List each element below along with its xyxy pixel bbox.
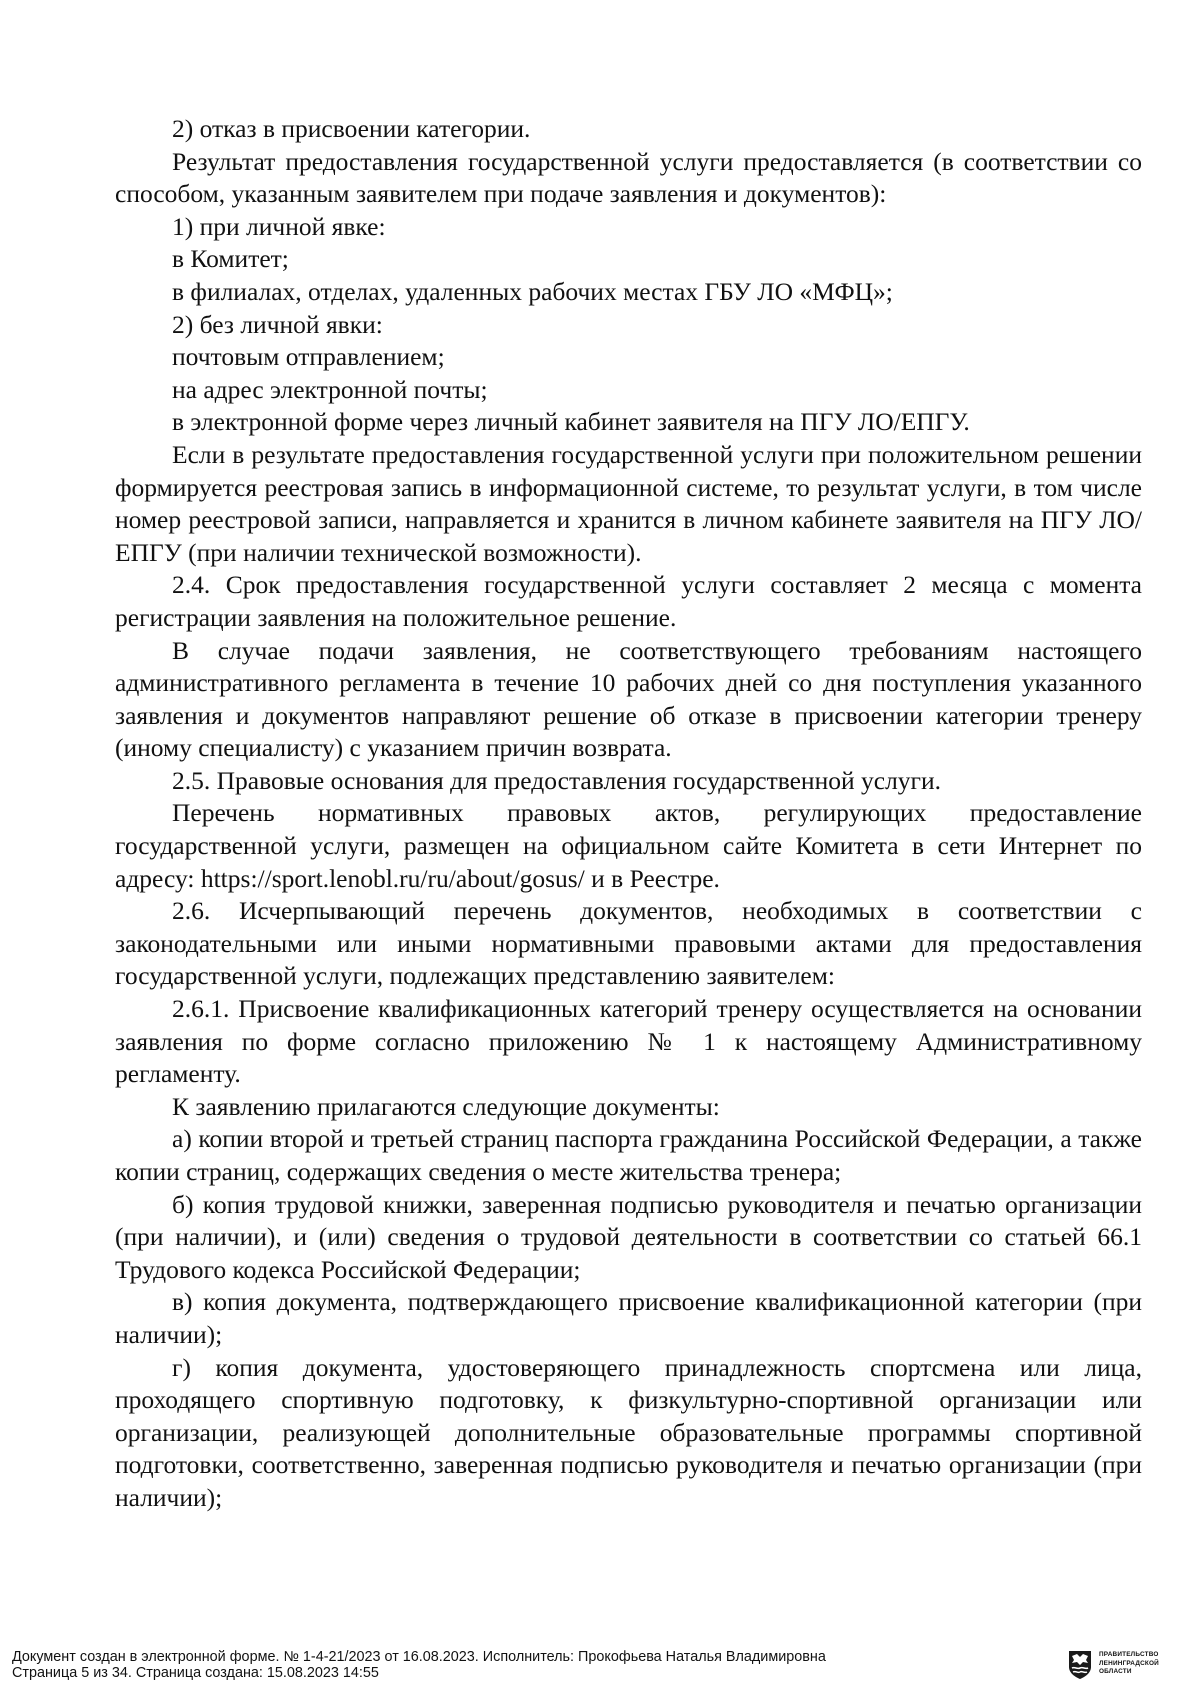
paragraph: на адрес электронной почты;: [172, 374, 488, 404]
coat-of-arms-icon: [1068, 1650, 1092, 1680]
paragraph: 1) при личной явке:: [172, 211, 386, 241]
paragraph: 2.4. Срок предоставления государственной услуги составляет 2 месяца с момента регистрации заявления на положительное решение.: [115, 570, 1142, 632]
paragraph: 2.5. Правовые основания для предоставления государственной услуги.: [172, 765, 942, 795]
paragraph: г) копия документа, удостоверяющего принадлежность спортсмена или лица, проходящего спортивную подготовку, к физкультурно-спортивной организации или организации, реализующей дополнительные образовательные программы спортивной подготовки, соответственно, заверенная подписью руководителя и печатью организации (при наличии);: [115, 1352, 1142, 1512]
government-name-line: ЛЕНИНГРАДСКОЙ: [1099, 1659, 1159, 1667]
footer-document-info: Документ создан в электронной форме. № 1-4-21/2023 от 16.08.2023. Исполнитель: Прокофьева Наталья Владимировна: [12, 1649, 826, 1665]
paragraph: в электронной форме через личный кабинет заявителя на ПГУ ЛО/ЕПГУ.: [172, 407, 970, 437]
government-name-line: ОБЛАСТИ: [1099, 1668, 1132, 1676]
paragraph: 2.6. Исчерпывающий перечень документов, необходимых в соответствии с законодательными или иными нормативными правовыми актами для предоставления государственной услуги, подлежащих представлению заявителем:: [115, 896, 1142, 991]
government-logo: [1068, 1650, 1188, 1684]
government-name: [1099, 1651, 1187, 1677]
paragraph: в) копия документа, подтверждающего присвоение квалификационной категории (при наличии);: [115, 1287, 1142, 1349]
paragraph: в филиалах, отделах, удаленных рабочих местах ГБУ ЛО «МФЦ»;: [172, 276, 893, 306]
page-footer: [12, 1649, 1072, 1681]
paragraph: Если в результате предоставления государственной услуги при положительном решении формируется реестровая запись в информационной системе, то результат услуги, в том числе номер реестровой записи, направляется и хранится в личном кабинете заявителя на ПГУ ЛО/ЕПГУ (при наличии технической возможности).: [115, 439, 1142, 567]
paragraph: Перечень нормативных правовых актов, регулирующих предоставление государственной услуги, размещен на официальном сайте Комитета в сети Интернет по адресу: https://sport.lenobl.ru/ru/about/gosus/ и в Реестре.: [115, 798, 1142, 893]
paragraph: б) копия трудовой книжки, заверенная подписью руководителя и печатью организации (при наличии), и (или) сведения о трудовой деятельности в соответствии со статьей 66.1 Трудового кодекса Российской Федерации;: [115, 1189, 1142, 1284]
paragraph: почтовым отправлением;: [172, 342, 445, 372]
document-body: [115, 113, 1142, 1515]
paragraph: 2.6.1. Присвоение квалификационных категорий тренеру осуществляется на основании заявления по форме согласно приложению № 1 к настоящему Административному регламенту.: [115, 994, 1142, 1089]
paragraph: а) копии второй и третьей страниц паспорта гражданина Российской Федерации, а также копии страниц, содержащих сведения о месте жительства тренера;: [115, 1124, 1142, 1186]
paragraph: 2) отказ в присвоении категории.: [172, 114, 531, 143]
paragraph: Результат предоставления государственной услуги предоставляется (в соответствии со способом, указанным заявителем при подаче заявления и документов):: [115, 146, 1142, 209]
paragraph: К заявлению прилагаются следующие документы:: [172, 1091, 720, 1121]
footer-page-info: Страница 5 из 34. Страница создана: 15.08.2023 14:55: [12, 1665, 379, 1681]
paragraph: 2) без личной явки:: [172, 309, 383, 339]
paragraph: В случае подачи заявления, не соответствующего требованиям настоящего административного регламента в течение 10 рабочих дней со дня поступления указанного заявления и документов направляют решение об отказе в присвоении категории тренеру (иному специалисту) с указанием причин возврата.: [115, 635, 1142, 763]
paragraph: в Комитет;: [172, 244, 289, 274]
government-name-line: ПРАВИТЕЛЬСТВО: [1099, 1651, 1159, 1658]
